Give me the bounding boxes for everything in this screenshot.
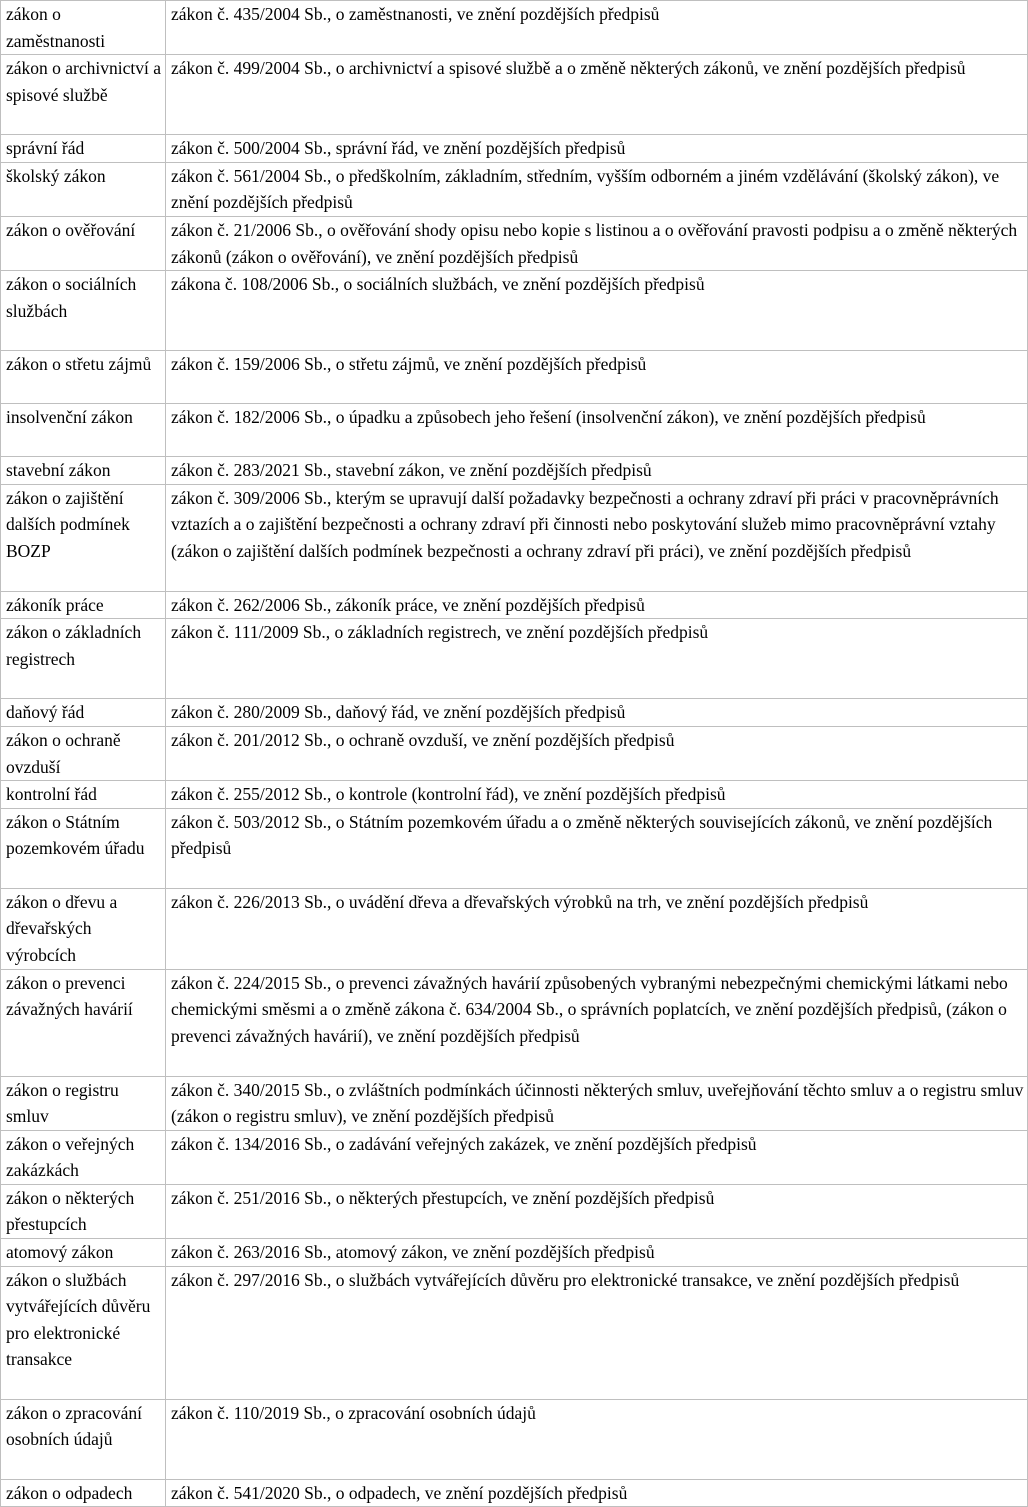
law-full-citation: zákon č. 340/2015 Sb., o zvláštních podmínkách účinnosti některých smluv, uveřejňování těchto smluv a o registru smluv (zákon o registru smluv), ve znění pozdějších předpisů [166,1076,1028,1130]
law-full-citation: zákon č. 499/2004 Sb., o archivnictví a spisové službě a o změně některých zákonů, ve znění pozdějších předpisů [166,55,1028,135]
law-full-citation: zákon č. 500/2004 Sb., správní řád, ve znění pozdějších předpisů [166,135,1028,163]
law-short-name: správní řád [1,135,166,163]
law-short-name: atomový zákon [1,1239,166,1267]
law-short-name: zákon o dřevu a dřevařských výrobcích [1,888,166,969]
table-row [1,271,1028,351]
law-short-name: zákon o zaměstnanosti [1,1,166,55]
law-full-citation: zákon č. 110/2019 Sb., o zpracování osobních údajů [166,1399,1028,1479]
law-full-citation: zákon č. 21/2006 Sb., o ověřování shody opisu nebo kopie s listinou a o ověřování pravosti podpisu a o změně některých zákonů (zákon o ověřování), ve znění pozdějších předpisů [166,216,1028,270]
law-short-name: zákon o střetu zájmů [1,351,166,404]
law-short-name: insolvenční zákon [1,404,166,457]
table-row [1,351,1028,404]
law-short-name: zákon o archivnictví a spisové službě [1,55,166,135]
table-row [1,591,1028,619]
table-row [1,404,1028,457]
table-row [1,1266,1028,1399]
law-short-name: zákon o ověřování [1,216,166,270]
law-short-name: zákon o Státním pozemkovém úřadu [1,808,166,888]
law-full-citation: zákon č. 251/2016 Sb., o některých přestupcích, ve znění pozdějších předpisů [166,1184,1028,1238]
table-row [1,1130,1028,1184]
law-short-name: zákon o některých přestupcích [1,1184,166,1238]
law-short-name: školský zákon [1,162,166,216]
law-full-citation: zákon č. 226/2013 Sb., o uvádění dřeva a dřevařských výrobků na trh, ve znění pozdějších předpisů [166,888,1028,969]
law-full-citation: zákon č. 503/2012 Sb., o Státním pozemkovém úřadu a o změně některých souvisejících zákonů, ve znění pozdějších předpisů [166,808,1028,888]
law-full-citation: zákon č. 541/2020 Sb., o odpadech, ve znění pozdějších předpisů [166,1479,1028,1507]
table-row [1,969,1028,1076]
law-short-name: zákon o službách vytvářejících důvěru pro elektronické transakce [1,1266,166,1399]
law-short-name: kontrolní řád [1,781,166,809]
law-short-name: zákon o registru smluv [1,1076,166,1130]
table-row [1,619,1028,699]
table-row [1,135,1028,163]
laws-table-body [1,1,1028,1507]
table-row [1,888,1028,969]
law-full-citation: zákon č. 561/2004 Sb., o předškolním, základním, středním, vyšším odborném a jiném vzdělávání (školský zákon), ve znění pozdějších předpisů [166,162,1028,216]
table-row [1,1239,1028,1267]
table-row [1,1076,1028,1130]
table-row [1,726,1028,780]
law-full-citation: zákon č. 224/2015 Sb., o prevenci závažných havárií způsobených vybranými nebezpečnými chemickými látkami nebo chemickými směsmi a o změně zákona č. 634/2004 Sb., o správních poplatcích, ve znění pozdějších předpisů, (zákon o prevenci závažných havárií), ve znění pozdějších předpisů [166,969,1028,1076]
law-full-citation: zákon č. 182/2006 Sb., o úpadku a způsobech jeho řešení (insolvenční zákon), ve znění pozdějších předpisů [166,404,1028,457]
table-row [1,457,1028,485]
table-row [1,1479,1028,1507]
law-full-citation: zákon č. 309/2006 Sb., kterým se upravují další požadavky bezpečnosti a ochrany zdraví při práci v pracovněprávních vztazích a o zajištění bezpečnosti a ochrany zdraví při činnosti nebo poskytování služeb mimo pracovněprávní vztahy (zákon o zajištění dalších podmínek bezpečnosti a ochrany zdraví při práci), ve znění pozdějších předpisů [166,484,1028,591]
law-short-name: zákoník práce [1,591,166,619]
law-full-citation: zákona č. 108/2006 Sb., o sociálních službách, ve znění pozdějších předpisů [166,271,1028,351]
law-short-name: zákon o zajištění dalších podmínek BOZP [1,484,166,591]
table-row [1,808,1028,888]
law-short-name: zákon o odpadech [1,1479,166,1507]
table-row [1,1,1028,55]
law-short-name: zákon o sociálních službách [1,271,166,351]
law-full-citation: zákon č. 262/2006 Sb., zákoník práce, ve znění pozdějších předpisů [166,591,1028,619]
table-row [1,484,1028,591]
law-full-citation: zákon č. 134/2016 Sb., o zadávání veřejných zakázek, ve znění pozdějších předpisů [166,1130,1028,1184]
law-short-name: stavební zákon [1,457,166,485]
table-row [1,216,1028,270]
law-short-name: zákon o základních registrech [1,619,166,699]
table-row [1,781,1028,809]
law-full-citation: zákon č. 159/2006 Sb., o střetu zájmů, ve znění pozdějších předpisů [166,351,1028,404]
law-full-citation: zákon č. 201/2012 Sb., o ochraně ovzduší, ve znění pozdějších předpisů [166,726,1028,780]
law-full-citation: zákon č. 111/2009 Sb., o základních registrech, ve znění pozdějších předpisů [166,619,1028,699]
law-short-name: zákon o veřejných zakázkách [1,1130,166,1184]
law-full-citation: zákon č. 255/2012 Sb., o kontrole (kontrolní řád), ve znění pozdějších předpisů [166,781,1028,809]
table-row [1,699,1028,727]
law-full-citation: zákon č. 297/2016 Sb., o službách vytvářejících důvěru pro elektronické transakce, ve znění pozdějších předpisů [166,1266,1028,1399]
law-short-name: zákon o prevenci závažných havárií [1,969,166,1076]
law-full-citation: zákon č. 280/2009 Sb., daňový řád, ve znění pozdějších předpisů [166,699,1028,727]
table-row [1,1399,1028,1479]
law-short-name: zákon o zpracování osobních údajů [1,1399,166,1479]
law-full-citation: zákon č. 283/2021 Sb., stavební zákon, ve znění pozdějších předpisů [166,457,1028,485]
table-row [1,162,1028,216]
table-row [1,55,1028,135]
law-short-name: daňový řád [1,699,166,727]
law-full-citation: zákon č. 263/2016 Sb., atomový zákon, ve znění pozdějších předpisů [166,1239,1028,1267]
law-full-citation: zákon č. 435/2004 Sb., o zaměstnanosti, ve znění pozdějších předpisů [166,1,1028,55]
law-short-name: zákon o ochraně ovzduší [1,726,166,780]
table-row [1,1184,1028,1238]
